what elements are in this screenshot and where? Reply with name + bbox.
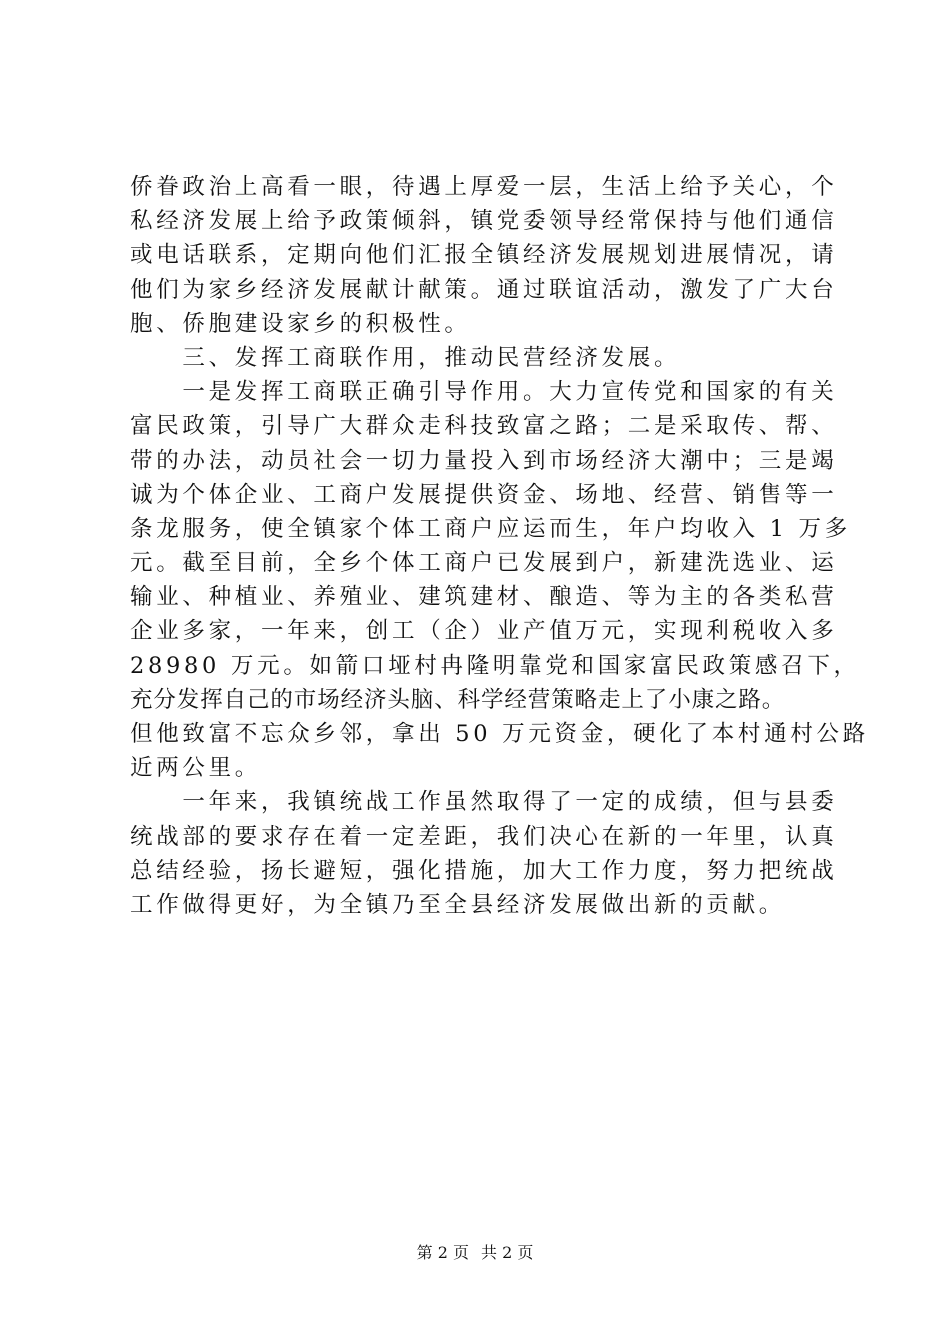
text-line: 富民政策，引导广大群众走科技致富之路；二是采取传、帮、	[130, 413, 838, 440]
text-line: 输业、种植业、养殖业、建筑建材、酿造、等为主的各类私营	[130, 584, 838, 611]
page-number: 第 2 页	[416, 1243, 469, 1262]
page-footer	[0, 1240, 950, 1263]
text-line: 28980 万元。如箭口垭村冉隆明靠党和国家富民政策感召下，	[130, 652, 860, 679]
page-total: 共 2 页	[481, 1243, 534, 1262]
text-line: 总结经验，扬长避短，强化措施，加大工作力度，努力把统战	[130, 857, 838, 884]
text-line: 或电话联系，定期向他们汇报全镇经济发展规划进展情况，请	[130, 242, 838, 269]
text-line: 充分发挥自己的市场经济头脑、科学经营策略走上了小康之路。	[130, 686, 786, 713]
text-line: 一年来，我镇统战工作虽然取得了一定的成绩，但与县委	[130, 789, 838, 816]
text-line: 但他致富不忘众乡邻，拿出 50 万元资金，硬化了本村通村公路	[130, 721, 869, 747]
text-line: 一是发挥工商联正确引导作用。大力宣传党和国家的有关	[130, 379, 838, 406]
text-line: 诚为个体企业、工商户发展提供资金、场地、经营、销售等一	[130, 481, 838, 508]
text-line: 私经济发展上给予政策倾斜，镇党委领导经常保持与他们通信	[130, 208, 838, 235]
text-line: 胞、侨胞建设家乡的积极性。	[130, 310, 471, 337]
text-line: 带的办法，动员社会一切力量投入到市场经济大潮中；三是竭	[130, 447, 838, 474]
text-line: 侨眷政治上高看一眼，待遇上厚爱一层，生活上给予关心，个	[130, 174, 838, 200]
section-heading: 三、发挥工商联作用，推动民营经济发展。	[130, 344, 681, 371]
text-line: 统战部的要求存在着一定差距，我们决心在新的一年里，认真	[130, 823, 838, 850]
text-line: 条龙服务，使全镇家个体工商户应运而生，年户均收入 1 万多	[130, 515, 851, 542]
text-line: 工作做得更好，为全镇乃至全县经济发展做出新的贡献。	[130, 891, 786, 918]
text-line: 元。截至目前，全乡个体工商户已发展到户，新建洗选业、运	[130, 550, 838, 577]
text-line: 他们为家乡经济发展献计献策。通过联谊活动，激发了广大台	[130, 276, 838, 303]
text-line: 近两公里。	[130, 755, 262, 782]
document-body	[130, 170, 869, 922]
text-line: 企业多家，一年来，创工（企）业产值万元，实现利税收入多	[130, 618, 838, 645]
